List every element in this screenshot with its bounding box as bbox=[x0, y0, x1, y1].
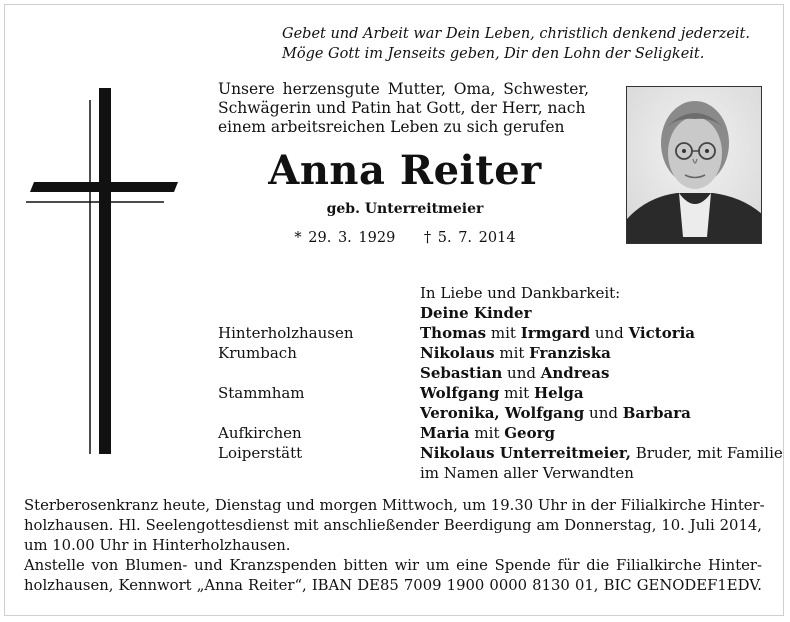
person-name: Thomas bbox=[420, 324, 487, 342]
person-name: Nikolaus bbox=[420, 344, 495, 362]
intro-line: einem arbeitsreichen Leben zu sich gerufen bbox=[218, 118, 565, 136]
person-name: Irmgard bbox=[520, 324, 591, 342]
person-name: Franziska bbox=[529, 344, 611, 362]
person-name: Helga bbox=[533, 384, 584, 402]
family-members bbox=[420, 403, 778, 423]
location: Hinterholzhausen bbox=[218, 324, 354, 342]
list-item bbox=[218, 443, 783, 463]
list-item bbox=[218, 363, 778, 383]
cross-icon bbox=[26, 88, 186, 458]
verse bbox=[282, 24, 764, 64]
family-members bbox=[420, 323, 778, 343]
connector-text: mit bbox=[494, 344, 530, 362]
notice-line: Sterberosenkranz heute, Dienstag und morgen Mittwoch, um 19.30 Uhr in der Filialkirche Hinter- bbox=[24, 497, 765, 514]
verse-line: Gebet und Arbeit war Dein Leben, christlich denkend jederzeit. bbox=[282, 26, 750, 42]
connector-text: und bbox=[502, 364, 541, 382]
mourners-list bbox=[218, 283, 783, 483]
person-name: Georg bbox=[504, 424, 555, 442]
list-item bbox=[218, 323, 778, 343]
family-intro: In Liebe und Dankbarkeit: bbox=[420, 284, 621, 302]
list-item bbox=[218, 303, 778, 323]
location: Stammham bbox=[218, 384, 305, 402]
connector-text: und bbox=[584, 404, 623, 422]
location: Krumbach bbox=[218, 344, 297, 362]
list-item bbox=[218, 383, 778, 403]
service-notice bbox=[24, 496, 765, 596]
connector-text: und bbox=[590, 324, 629, 342]
life-dates bbox=[218, 230, 592, 246]
list-item bbox=[218, 283, 778, 303]
notice-line: holzhausen. Hl. Seelengottesdienst mit anschließender Beerdigung am Donnerstag, 10. Juli 2014, bbox=[24, 517, 762, 534]
person-name: Andreas bbox=[540, 364, 610, 382]
location bbox=[218, 283, 420, 303]
location bbox=[218, 403, 420, 423]
deceased-name: Anna Reiter bbox=[268, 147, 542, 194]
death-date: † 5. 7. 2014 bbox=[423, 230, 516, 246]
family-members bbox=[420, 363, 778, 383]
announcement-text bbox=[218, 80, 592, 137]
location bbox=[218, 303, 420, 323]
maiden-name: geb. Unterreitmeier bbox=[326, 201, 484, 217]
connector-text: mit bbox=[499, 384, 534, 402]
connector-text: mit bbox=[469, 424, 505, 442]
person-name: Veronika, Wolfgang bbox=[420, 404, 585, 422]
notice-line: Anstelle von Blumen- und Kranzspenden bitten wir um eine Spende für die Filialkirche Hinter- bbox=[24, 557, 762, 574]
intro-line: Unsere herzensgute Mutter, Oma, Schwester, bbox=[218, 80, 590, 98]
connector-text: Bruder, mit Familie bbox=[630, 444, 783, 462]
family-members bbox=[420, 423, 778, 443]
list-item bbox=[218, 403, 778, 423]
person-name: Sebastian bbox=[420, 364, 503, 382]
location bbox=[218, 363, 420, 383]
connector-text: mit bbox=[486, 324, 521, 342]
notice-line: um 10.00 Uhr in Hinterholzhausen. bbox=[24, 537, 291, 554]
person-name: Nikolaus Unterreitmeier, bbox=[420, 444, 631, 462]
notice-line: holzhausen, Kennwort „Anna Reiter“, IBAN DE85 7009 1900 0000 8130 01, BIC GENODEF1EDV. bbox=[24, 577, 762, 594]
birth-date: * 29. 3. 1929 bbox=[294, 230, 396, 246]
list-item bbox=[218, 463, 778, 483]
list-item bbox=[218, 343, 778, 363]
family-closing: im Namen aller Verwandten bbox=[420, 464, 634, 482]
person-name: Wolfgang bbox=[420, 384, 500, 402]
verse-line: Möge Gott im Jenseits geben, Dir den Lohn der Seligkeit. bbox=[282, 46, 705, 62]
person-name: Maria bbox=[420, 424, 470, 442]
location bbox=[218, 463, 420, 483]
person-name: Victoria bbox=[628, 324, 696, 342]
person-name: Barbara bbox=[622, 404, 691, 422]
location: Aufkirchen bbox=[218, 424, 302, 442]
portrait-photo bbox=[626, 86, 762, 244]
family-members bbox=[420, 383, 778, 403]
intro-line: Schwägerin und Patin hat Gott, der Herr, nach bbox=[218, 99, 586, 117]
location: Loiperstätt bbox=[218, 444, 303, 462]
family-members bbox=[420, 343, 778, 363]
family-members bbox=[420, 443, 783, 463]
children-heading: Deine Kinder bbox=[420, 304, 532, 322]
list-item bbox=[218, 423, 778, 443]
